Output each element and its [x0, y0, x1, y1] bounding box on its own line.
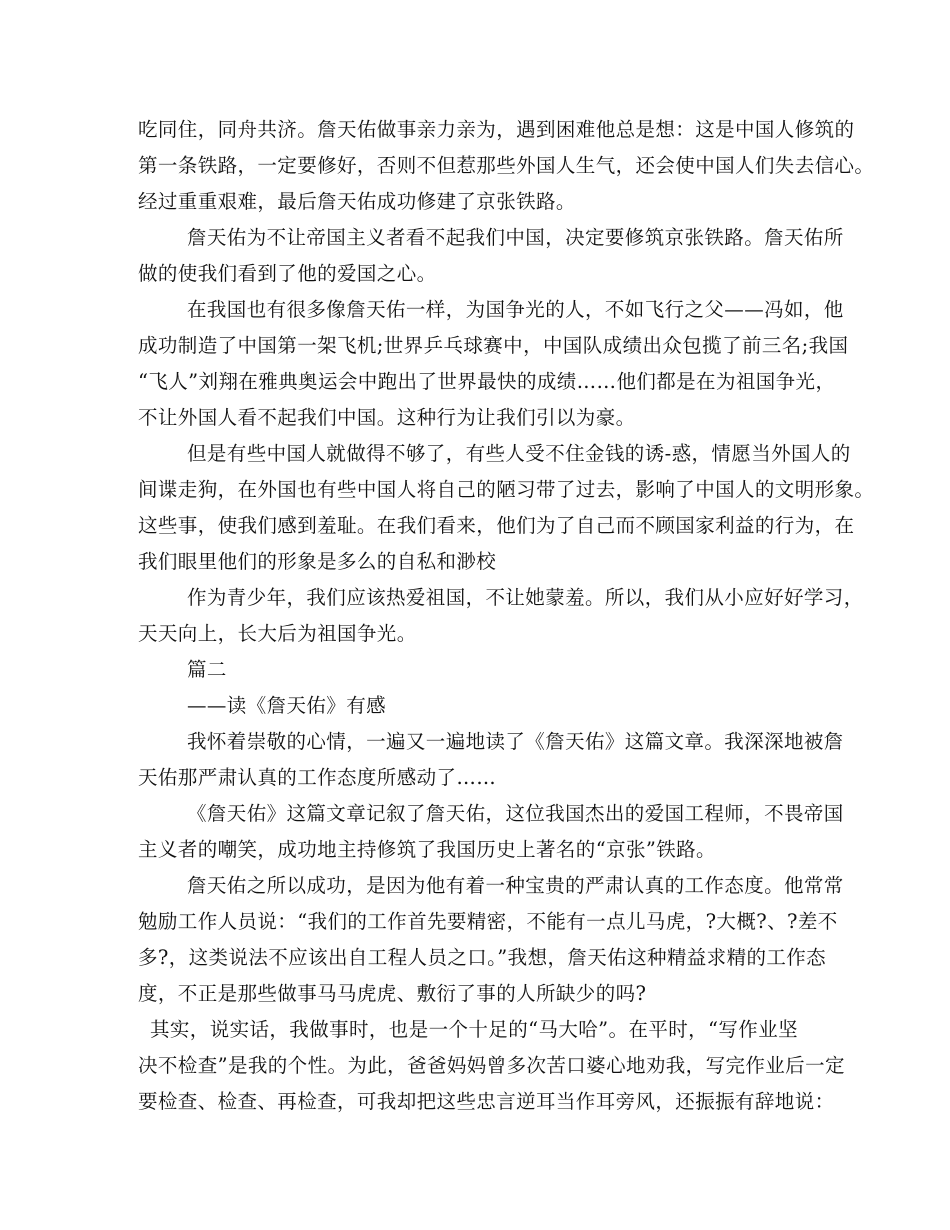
text-line: “飞人”刘翔在雅典奥运会中跑出了世界最快的成绩……他们都是在为祖国争光， — [138, 370, 836, 393]
paragraph-first-line: 其实，说实话，我做事时，也是一个十足的“马大哈”。在平时，“写作业坚 — [150, 1018, 799, 1041]
text-line: 多?，这类说法不应该出自工程人员之口。”我想，詹天佑这种精益求精的工作态 — [138, 946, 827, 969]
text-line: 天天向上，长大后为祖国争光。 — [138, 622, 417, 645]
paragraph-first-line: 《詹天佑》这篇文章记叙了詹天佑，这位我国杰出的爱国工程师，不畏帝国 — [187, 802, 844, 825]
text-line: 决不检查”是我的个性。为此，爸爸妈妈曾多次苦口婆心地劝我，写完作业后一定 — [138, 1054, 845, 1077]
text-line: 天佑那严肃认真的工作态度所感动了…… — [138, 766, 497, 789]
paragraph-first-line: 但是有些中国人就做得不够了，有些人受不住金钱的诱-惑，情愿当外国人的 — [187, 442, 851, 465]
section-heading: 篇二 — [187, 658, 227, 681]
paragraph-first-line: 作为青少年，我们应该热爱祖国，不让她蒙羞。所以，我们从小应好好学习， — [187, 586, 864, 609]
text-line: 吃同住，同舟共济。詹天佑做事亲力亲为，遇到困难他总是想：这是中国人修筑的 — [138, 118, 855, 141]
text-line: 勉励工作人员说：“我们的工作首先要精密，不能有一点儿马虎，?大概?、?差不 — [138, 910, 838, 933]
text-line: 要检查、检查、再检查，可我却把这些忠言逆耳当作耳旁风，还振振有辞地说： — [138, 1090, 835, 1113]
text-line: 主义者的嘲笑，成功地主持修筑了我国历史上著名的“京张”铁路。 — [138, 838, 716, 861]
text-line: 间谍走狗，在外国也有些中国人将自己的陋习带了过去，影响了中国人的文明形象。 — [138, 478, 875, 501]
text-line: 不让外国人看不起我们中国。这种行为让我们引以为豪。 — [138, 406, 636, 429]
paragraph-first-line: 詹天佑之所以成功，是因为他有着一种宝贵的严肃认真的工作态度。他常常 — [187, 874, 844, 897]
text-line: 第一条铁路，一定要修好，否则不但惹那些外国人生气，还会使中国人们失去信心。 — [138, 154, 875, 177]
text-line: 度，不正是那些做事马马虎虎、敷衍了事的人所缺少的吗? — [138, 982, 647, 1005]
text-line: 成功制造了中国第一架飞机;世界乒乓球赛中，中国队成绩出众包揽了前三名;我国 — [138, 334, 849, 357]
paragraph-first-line: 在我国也有很多像詹天佑一样，为国争光的人，不如飞行之父——冯如，他 — [187, 298, 844, 321]
section-subtitle: ——读《詹天佑》有感 — [187, 694, 387, 717]
paragraph-first-line: 我怀着崇敬的心情，一遍又一遍地读了《詹天佑》这篇文章。我深深地被詹 — [187, 730, 844, 753]
text-line: 我们眼里他们的形象是多么的自私和渺校 — [138, 550, 497, 573]
text-line: 经过重重艰难，最后詹天佑成功修建了京张铁路。 — [138, 190, 576, 213]
text-line: 这些事，使我们感到羞耻。在我们看来，他们为了自己而不顾国家利益的行为，在 — [138, 514, 855, 537]
text-line: 做的使我们看到了他的爱国之心。 — [138, 262, 437, 285]
paragraph-first-line: 詹天佑为不让帝国主义者看不起我们中国，决定要修筑京张铁路。詹天佑所 — [187, 226, 844, 249]
